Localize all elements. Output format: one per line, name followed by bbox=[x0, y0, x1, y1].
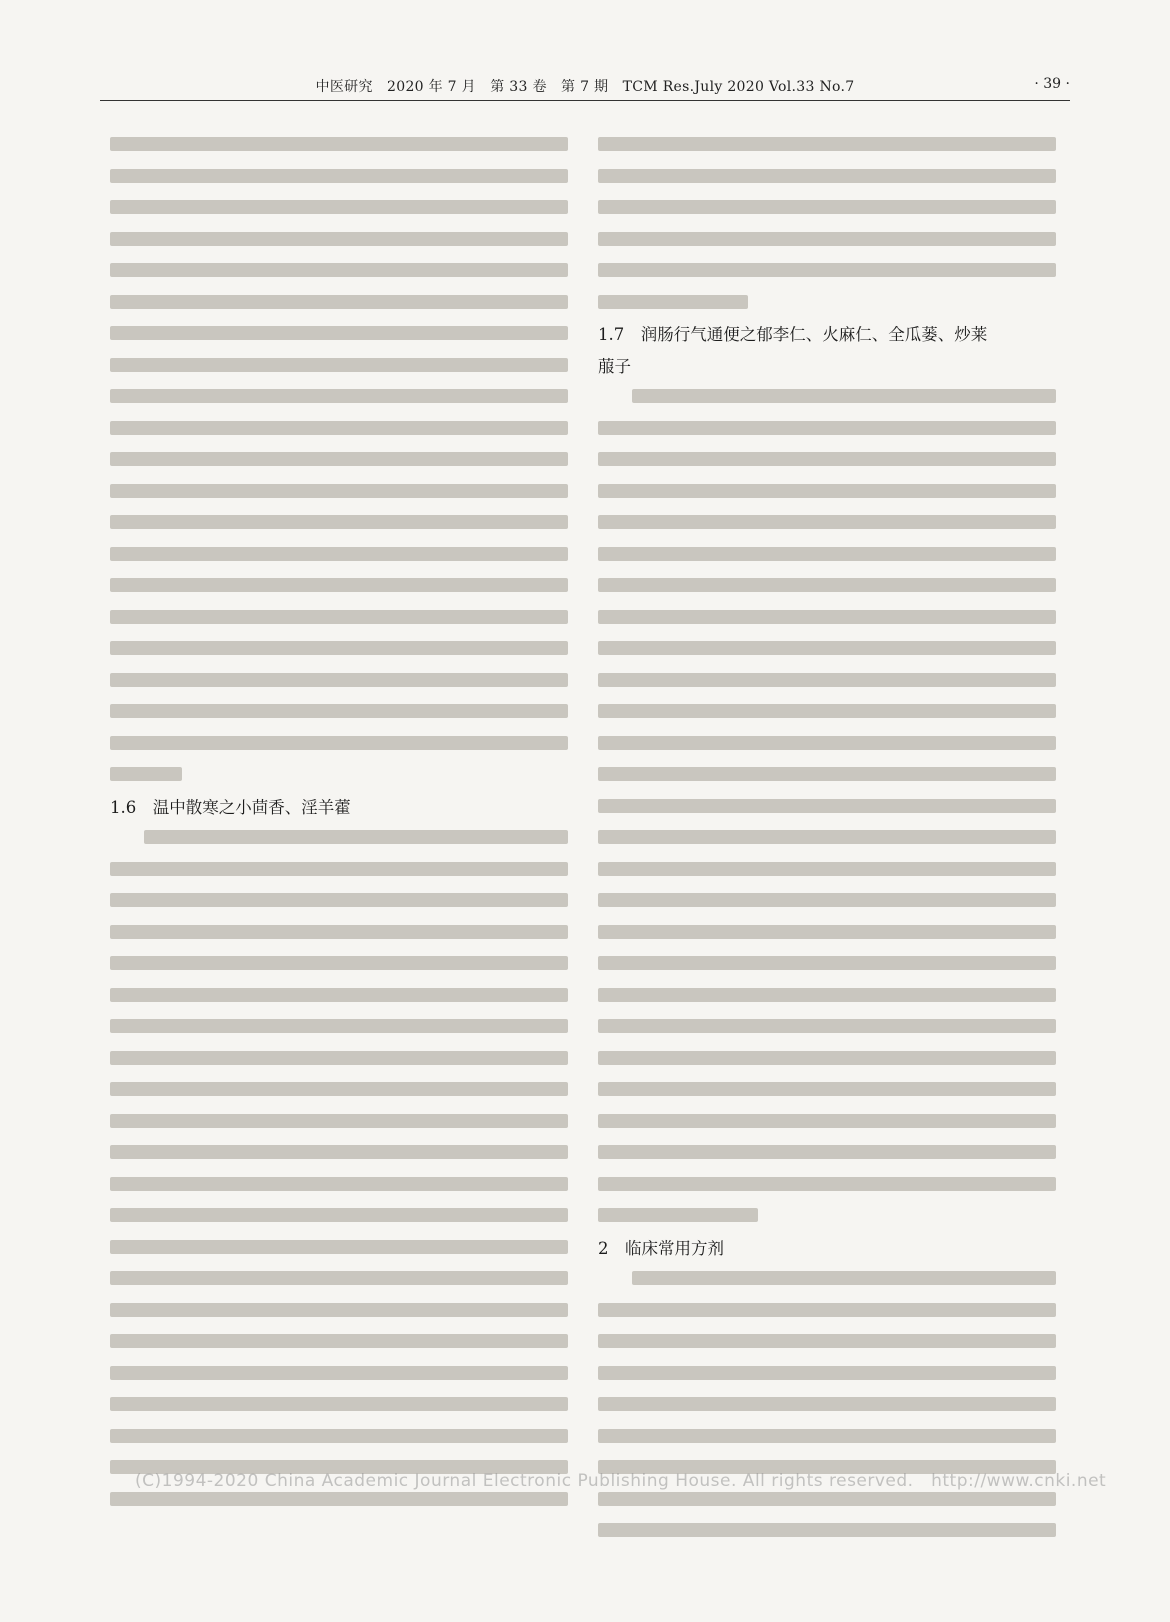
text-line bbox=[598, 632, 1066, 664]
text-line bbox=[110, 506, 578, 538]
text-line bbox=[110, 191, 578, 223]
text-line bbox=[598, 128, 1066, 160]
running-header bbox=[100, 70, 1070, 101]
section-heading-row bbox=[598, 1231, 1066, 1263]
text-line bbox=[598, 790, 1066, 822]
page-number: · 39 · bbox=[1034, 76, 1070, 92]
text-line bbox=[598, 947, 1066, 979]
journal-citation: 中医研究 2020 年 7 月 第 33 卷 第 7 期 TCM Res.July 2020 Vol.33 No.7 bbox=[315, 79, 855, 95]
text-line bbox=[110, 1105, 578, 1137]
text-line bbox=[598, 1294, 1066, 1326]
section-heading-row bbox=[598, 349, 1066, 381]
text-line bbox=[110, 916, 578, 948]
text-line bbox=[110, 349, 578, 381]
text-line bbox=[110, 1294, 578, 1326]
text-line bbox=[110, 1325, 578, 1357]
text-line bbox=[110, 1199, 578, 1231]
section-heading-1-7: 1.7 润肠行气通便之郁李仁、火麻仁、全瓜蒌、炒莱 bbox=[598, 325, 988, 344]
text-line bbox=[110, 569, 578, 601]
text-line bbox=[110, 884, 578, 916]
text-line bbox=[110, 853, 578, 885]
text-line bbox=[110, 286, 578, 318]
text-line bbox=[110, 380, 578, 412]
text-line bbox=[598, 1073, 1066, 1105]
text-line bbox=[598, 538, 1066, 570]
text-line bbox=[598, 727, 1066, 759]
text-line bbox=[110, 979, 578, 1011]
text-line bbox=[110, 695, 578, 727]
text-line bbox=[110, 128, 578, 160]
text-line bbox=[598, 1514, 1066, 1546]
section-heading-1-7-cont: 菔子 bbox=[598, 356, 631, 376]
text-line bbox=[110, 160, 578, 192]
text-line bbox=[598, 412, 1066, 444]
text-line bbox=[110, 538, 578, 570]
text-line bbox=[110, 727, 578, 759]
text-line bbox=[110, 758, 578, 790]
text-line bbox=[598, 664, 1066, 696]
left-column bbox=[110, 128, 578, 1514]
right-column bbox=[598, 128, 1066, 1546]
text-line bbox=[110, 947, 578, 979]
copyright-watermark: (C)1994-2020 China Academic Journal Electronic Publishing House. All rights reserved. http://www.cnki.net bbox=[135, 1471, 1107, 1491]
text-line bbox=[598, 853, 1066, 885]
text-line bbox=[110, 632, 578, 664]
text-line bbox=[110, 1357, 578, 1389]
section-heading-row bbox=[110, 790, 578, 822]
text-line bbox=[110, 821, 578, 853]
text-line bbox=[598, 475, 1066, 507]
text-line bbox=[110, 1073, 578, 1105]
text-line bbox=[110, 664, 578, 696]
text-line bbox=[598, 286, 1066, 318]
text-line bbox=[598, 884, 1066, 916]
text-line bbox=[598, 191, 1066, 223]
text-line bbox=[598, 821, 1066, 853]
text-line bbox=[598, 160, 1066, 192]
text-line bbox=[110, 1420, 578, 1452]
text-line bbox=[598, 1357, 1066, 1389]
text-line bbox=[598, 1388, 1066, 1420]
text-line bbox=[598, 695, 1066, 727]
text-line bbox=[110, 1231, 578, 1263]
text-line bbox=[598, 601, 1066, 633]
text-line bbox=[598, 1042, 1066, 1074]
text-line bbox=[110, 601, 578, 633]
text-line bbox=[598, 223, 1066, 255]
section-heading-1-6: 1.6 温中散寒之小茴香、淫羊藿 bbox=[110, 797, 351, 817]
text-line bbox=[598, 506, 1066, 538]
text-line bbox=[110, 223, 578, 255]
text-line bbox=[110, 475, 578, 507]
text-line bbox=[598, 1010, 1066, 1042]
text-line bbox=[598, 1199, 1066, 1231]
section-heading-row bbox=[598, 317, 1066, 349]
text-line bbox=[598, 380, 1066, 412]
text-line bbox=[110, 1010, 578, 1042]
text-line bbox=[598, 758, 1066, 790]
text-line bbox=[110, 1136, 578, 1168]
text-line bbox=[598, 1168, 1066, 1200]
text-line bbox=[598, 916, 1066, 948]
text-line bbox=[110, 1388, 578, 1420]
text-line bbox=[110, 443, 578, 475]
text-line bbox=[598, 979, 1066, 1011]
text-line bbox=[598, 254, 1066, 286]
text-line bbox=[598, 443, 1066, 475]
text-line bbox=[598, 1262, 1066, 1294]
text-line bbox=[598, 1136, 1066, 1168]
text-line bbox=[110, 1042, 578, 1074]
text-line bbox=[598, 1325, 1066, 1357]
text-line bbox=[110, 1262, 578, 1294]
section-heading-2: 2 临床常用方剂 bbox=[598, 1238, 724, 1258]
text-line bbox=[110, 254, 578, 286]
text-line bbox=[110, 317, 578, 349]
text-line bbox=[598, 569, 1066, 601]
text-line bbox=[110, 412, 578, 444]
text-line bbox=[110, 1168, 578, 1200]
text-line bbox=[598, 1105, 1066, 1137]
text-line bbox=[598, 1420, 1066, 1452]
